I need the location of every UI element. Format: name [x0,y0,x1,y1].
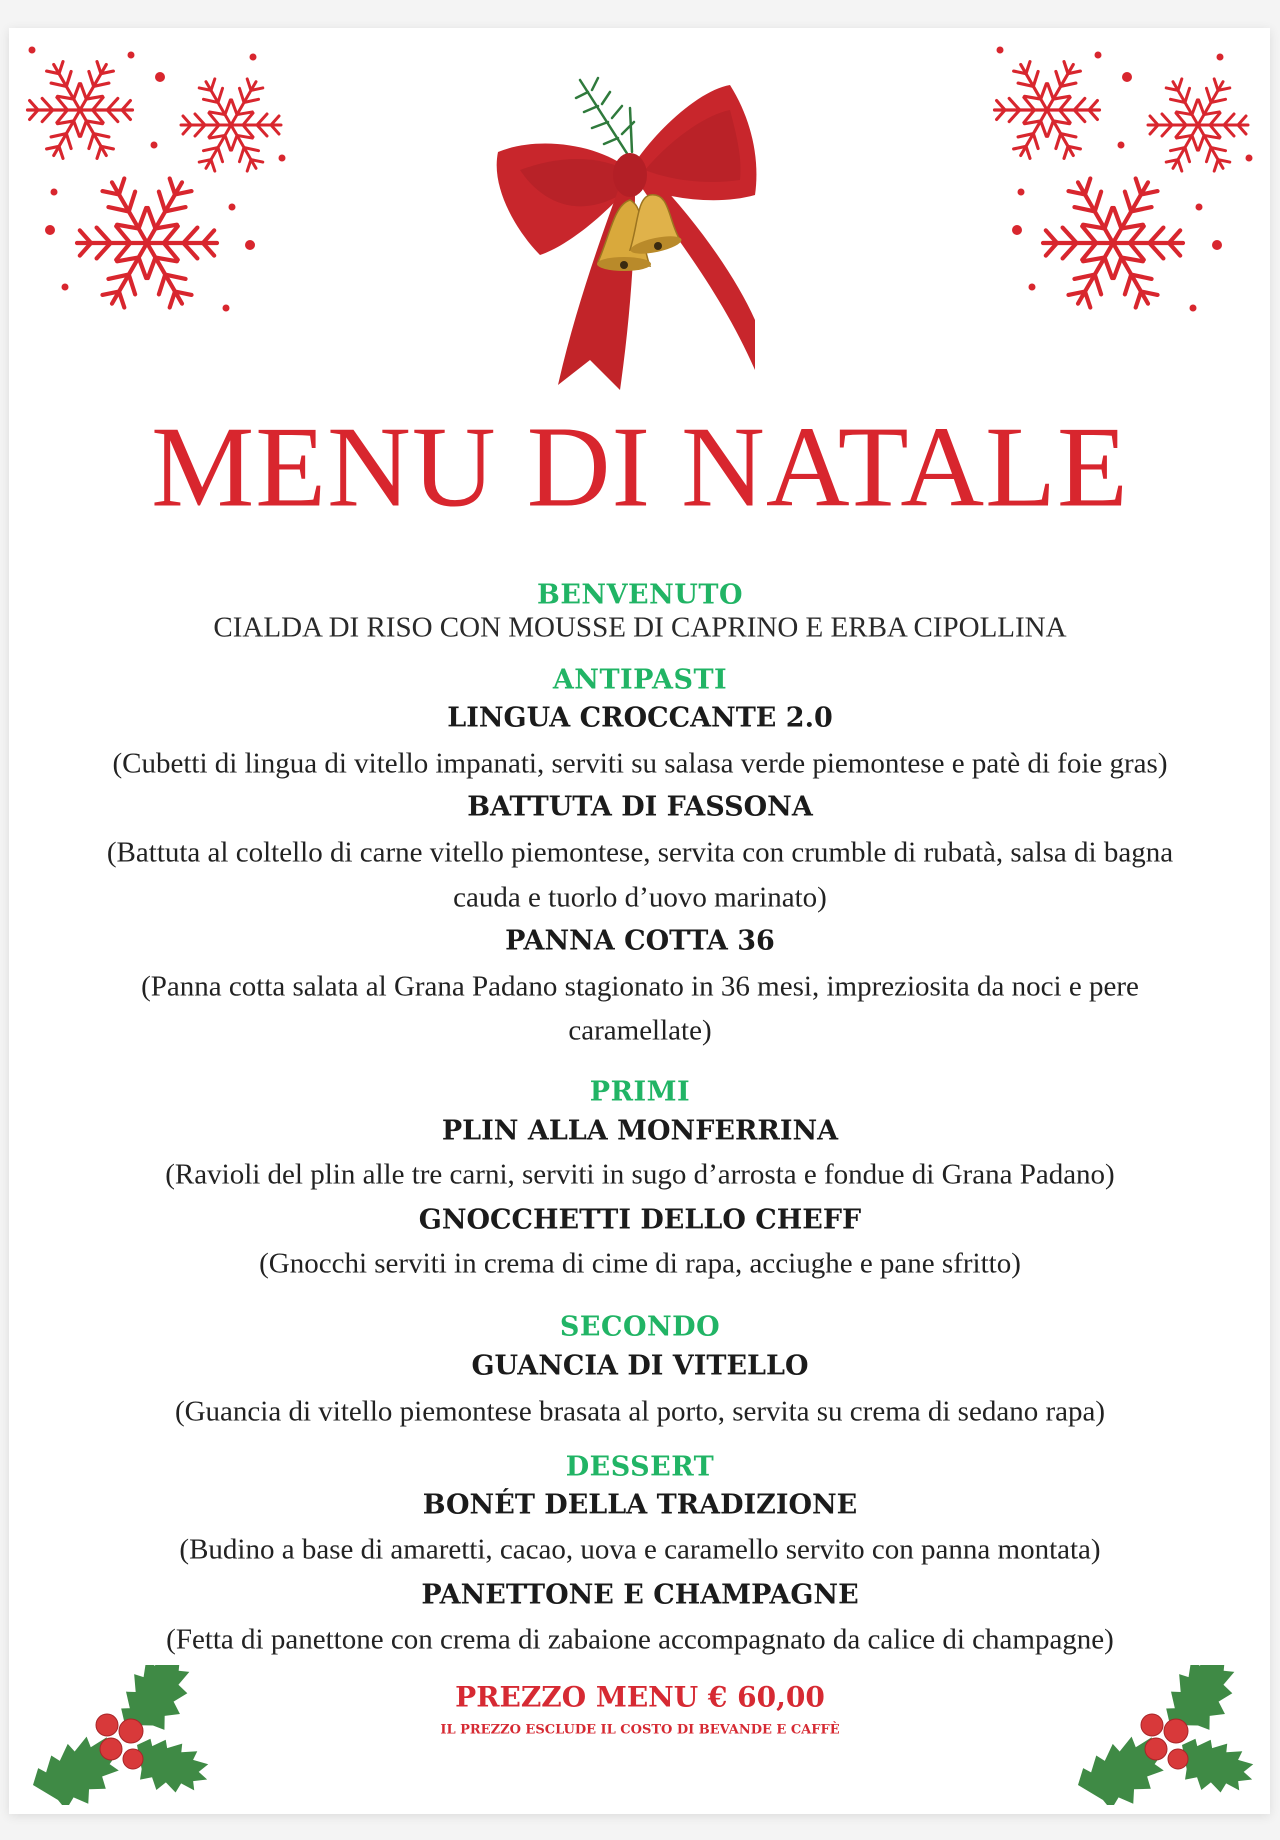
dish-name: BATTUTA DI FASSONA [467,791,813,823]
dish-name: PLIN ALLA MONFERRINA [441,1115,839,1147]
section-heading-primi: PRIMI [589,1076,691,1108]
price-note: IL PREZZO ESCLUDE IL COSTO DI BEVANDE E CAFFÈ [440,1722,840,1738]
dish-description: (Panna cotta salata al Grana Padano stagionato in 36 mesi, impreziosita da noci e pere [141,970,1139,1003]
holly-right-icon [1070,1665,1260,1805]
dish-description: (Guancia di vitello piemontese brasata al porto, servita su crema di sedano rapa) [174,1395,1106,1428]
section-heading-secondo: SECONDO [559,1311,721,1343]
dish-name: PANETTONE E CHAMPAGNE [421,1579,859,1611]
dish-description: (Gnocchi serviti in crema di cime di rapa, acciughe e pane sfritto) [259,1247,1021,1280]
dish-name: LINGUA CROCCANTE 2.0 [447,702,833,734]
bow-with-bells-icon [480,60,780,400]
holly-left-icon [25,1665,215,1805]
menu-price: PREZZO MENU € 60,00 [455,1680,825,1714]
dish-description: (Fetta di panettone con crema di zabaione accompagnato da calice di champagne) [166,1623,1114,1656]
dish-name: GUANCIA DI VITELLO [471,1350,809,1382]
dish-name: GNOCCHETTI DELLO CHEFF [418,1204,862,1236]
dish-description: caramellate) [568,1014,712,1047]
section-heading-benvenuto: BENVENUTO [537,579,743,611]
dish-description: (Battuta al coltello di carne vitello piemontese, servita con crumble di rubatà, salsa di bagna [106,836,1174,869]
dish-name: BONÉT DELLA TRADIZIONE [422,1489,858,1521]
dish-description: (Ravioli del plin alle tre carni, serviti in sugo d’arrosta e fondue di Grana Padano) [165,1158,1115,1191]
dish-name: PANNA COTTA 36 [505,925,775,957]
section-heading-antipasti: ANTIPASTI [552,664,728,696]
snowflakes-left-icon [0,30,300,330]
dish-description: (Cubetti di lingua di vitello impanati, serviti su salasa verde piemontese e patè di foie gras) [112,747,1168,780]
dish-description: (Budino a base di amaretti, cacao, uova e caramello servito con panna montata) [179,1533,1101,1566]
section-heading-dessert: DESSERT [565,1451,715,1483]
snowflakes-right-icon [980,30,1280,330]
page-title: MENU DI NATALE [151,403,1129,532]
dish-description: cauda e tuorlo d’uovo marinato) [453,881,827,914]
welcome-dish: CIALDA DI RISO CON MOUSSE DI CAPRINO E ERBA CIPOLLINA [213,611,1067,644]
